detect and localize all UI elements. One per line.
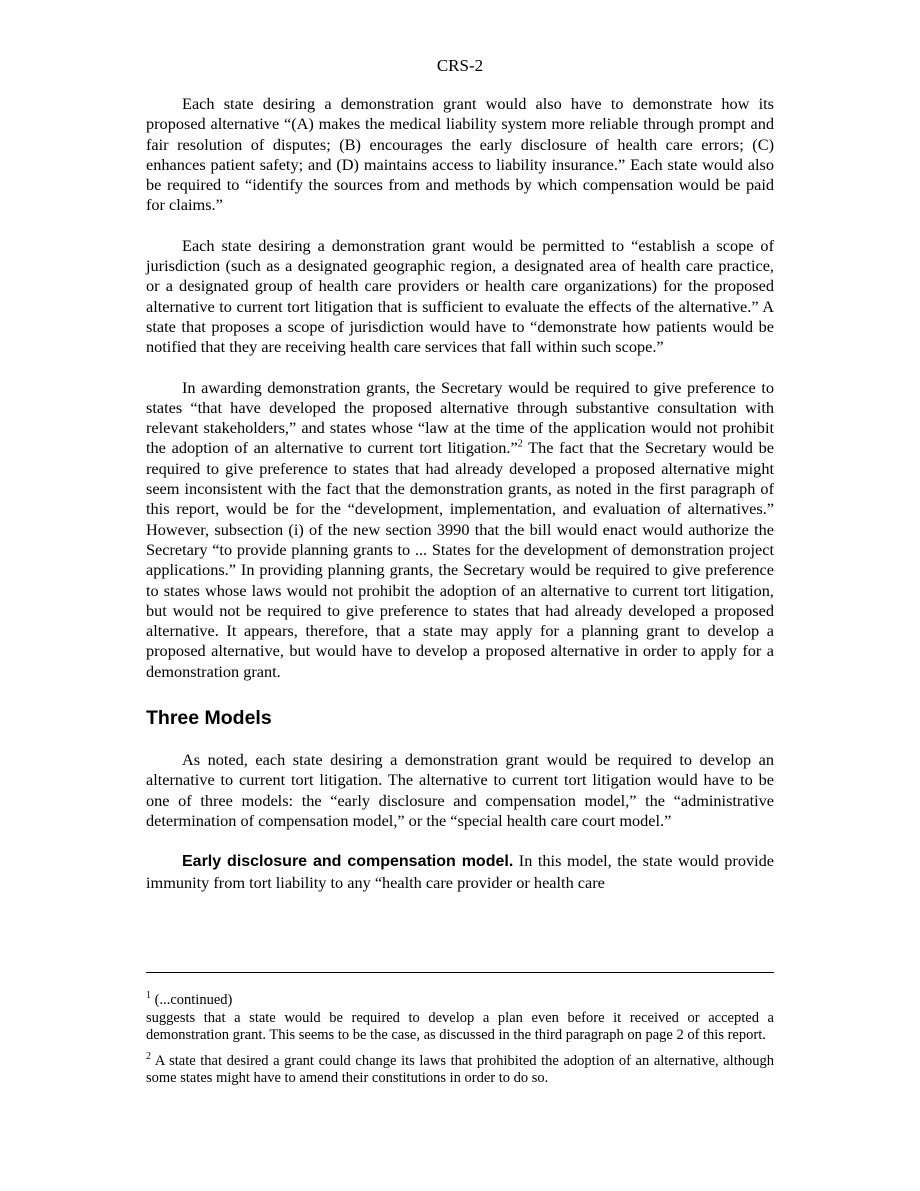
section-heading: Three Models xyxy=(146,707,272,730)
paragraph-jurisdiction: Each state desiring a demonstration grant would be permitted to “establish a scope of jurisdiction (such as a designated geographic region, a designated area of health care practice, or a designated group of health care providers or health care organizations) for the proposed alternative to current tort litigation that is sufficient to evaluate the effects of the alternative.” A state that proposes a scope of jurisdiction would have to “demonstrate how patients would be notified that they are receiving health care services that fall within such scope.” xyxy=(146,235,774,357)
footnote-1-continued xyxy=(146,992,774,1010)
footnote-ref-2[interactable]: 2 xyxy=(517,439,523,451)
footnote-2 xyxy=(146,1050,774,1088)
paragraph-early-disclosure xyxy=(146,851,774,893)
footnotes xyxy=(146,992,774,1096)
paragraph-scope-requirements: Each state desiring a demonstration grant would also have to demonstrate how its proposed alternative “(A) makes the medical liability system more reliable through prompt and fair resolution of disputes; (B) encourages the early disclosure of health care errors; (C) enhances patient safety; and (D) maintains access to liability insurance.” Each state would also be required to “identify the sources from and methods by which compensation would be paid for claims.” xyxy=(146,94,774,215)
body-text xyxy=(146,94,774,903)
paragraph-three-models: As noted, each state desiring a demonstration grant would be required to develop an alternative to current tort litigation. The alternative to current tort litigation would have to be one of three models: the “early disclosure and compensation model,” the “administrative determination of compensation model,” or the “special health care court model.” xyxy=(146,750,774,830)
paragraph-early-disclosure-text: In this model, the state would provide immunity from tort liability to any “health care provider or health care xyxy=(146,851,774,892)
runin-heading: Early disclosure and compensation model. xyxy=(182,853,514,871)
paragraph-preference-part1: In awarding demonstration grants, the Secretary would be required to give preference to states “that have developed the proposed alternative through substantive consultation with relevant stakeholders,” and states whose “law at the time of the application would not prohibit the adoption of an alternative to current tort litigation.” xyxy=(146,377,774,458)
page-header: CRS-2 xyxy=(436,56,484,75)
footnote-1-continued-label: (...continued) xyxy=(151,992,233,1008)
paragraph-preference xyxy=(146,378,774,682)
footnote-1-mark: 1 xyxy=(146,990,151,1002)
footnote-1-text: suggests that a state would be required to develop a plan even before it received or accepted a demonstration grant. This seems to be the case, as discussed in the third paragraph on page 2 of this report. xyxy=(146,1009,774,1043)
paragraph-preference-part2: The fact that the Secretary would be required to give preference to states that had already developed a proposed alternative might seem inconsistent with the fact that the demonstration grants, as noted in the first paragraph of this report, would be for the “development, implementation, and evaluation of alternatives.” However, subsection (i) of the new section 3990 that the bill would enact would authorize the Secretary “to provide planning grants to ... States for the development of demonstration project applications.” In providing planning grants, the Secretary would be required to give preference to states whose laws would not prohibit the adoption of an alternative to current tort litigation, but would not be required to give preference to states that had already developed a proposed alternative. It appears, therefore, that a state may apply for a planning grant to develop a proposed alternative, but would have to develop a proposed alternative in order to apply for a demonstration grant. xyxy=(146,438,774,681)
footnote-2-text: A state that desired a grant could change its laws that prohibited the adoption of an alternative, although some states might have to amend their constitutions in order to do so. xyxy=(146,1052,774,1086)
footnote-separator xyxy=(146,972,774,973)
footnote-2-mark: 2 xyxy=(146,1050,151,1062)
